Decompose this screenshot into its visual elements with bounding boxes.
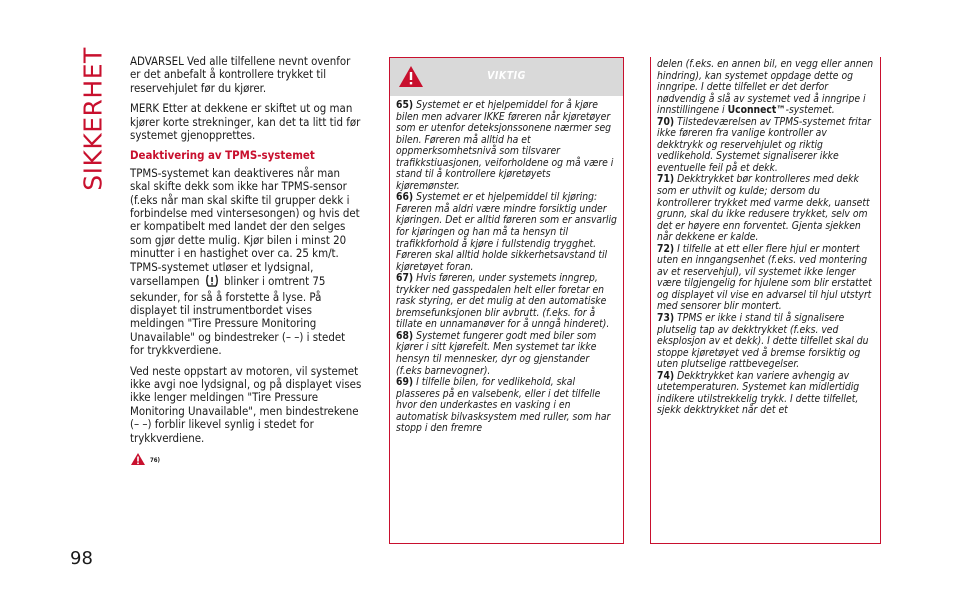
note-text: Systemet er et hjelpemiddel til kjøring: Føreren må aldri være mindre forsiktig under kjøringen. Det er alltid føreren som er ansvarlig for kjøringen og han må ta hensyn til trafikkforhold å kjøre i fullstendig trygghet. Føreren skal alltid holde sikkerhetsavstand til kjøretøyet foran. [396,191,617,273]
continued-text-b: -systemet. [785,104,835,117]
tire-pressure-icon [205,274,219,290]
note-68 [396,331,617,377]
note-71 [657,174,874,243]
advarsel-paragraph: ADVARSEL Ved alle tilfellene nevnt ovenfor er det anbefalt å kontrollere trykket til reservehjulet før du kjører. [130,54,351,95]
page-number: 98 [70,548,93,569]
continued-text-a: delen (f.eks. en annen bil, en vegg eller annen hindring), kan systemet oppdage dette og inngripe. I dette tilfellet er det derfor nødvendig å slå av systemet ved å inngripe i innstillingene i [657,58,874,117]
note-text: I tilfelle at ett eller flere hjul er montert uten en inngangsenhet (f.eks. ved montering av et reservehjul), vil systemet ikke lenger være tilgjengelig for hjulene som blir erstattet og displayet vil vise en advarsel til hjul utstyrt med sensorer blir montert. [657,242,872,313]
note-number: 65) [396,99,414,111]
warning-box-body [390,96,623,435]
merk-paragraph: MERK Etter at dekkene er skiftet ut og man kjører korte strekninger, kan det ta litt tid før systemet gjenopprettes. [130,101,361,143]
note-66 [396,192,617,273]
note-text: Systemet fungerer godt med biler som kjører i sitt kjørefelt. Men systemet tar ikke hensyn til mennesker, dyr og gjenstander (f.eks barnevogner). [396,329,597,377]
note-74 [657,371,874,417]
note-number: 73) [657,312,675,325]
note-67 [396,273,617,331]
reference-number: 76) [150,456,160,464]
note-text: TPMS er ikke i stand til å signalisere plutselig tap av dekktrykket (f.eks. ved eksplosjon av et dekk). I dette tilfellet skal du stoppe kjøretøyet ved å bremse forsiktig og uten plutselige rattbevegelser. [657,312,869,371]
restart-paragraph: Ved neste oppstart av motoren, vil systemet ikke avgi noe lydsignal, og på displayet vises ikke lenger meldingen "Tire Pressure Monitoring Unavailable", men bindestrekene (– –) forblir likevel synlig i stedet for trykkverdiene. [130,363,362,445]
deactivation-heading: Deaktivering av TPMS-systemet [130,148,315,163]
note-text: Systemet er et hjelpemiddel for å kjøre bilen men advarer IKKE føreren når kjøretøyer som er utenfor deteksjonssonene nærmer seg bilen. Føreren må alltid ha et oppmerksomhetsnivå som tilsvarer trafikkstiuasjonen, veiforholdene og må være i stand til å kontrollere kjøretøyets kjøremønster. [396,99,614,192]
note-text: Dekktrykket kan variere avhengig av utetemperaturen. Systemet kan midlertidig indikere utilstrekkelig trykk. I dette tilfellet, sjekk dekktrykket når det et [657,369,860,417]
deactivation-text-b: blinker i omtrent 75 sekunder, for så å forstette å lyse. På displayet til instrumentbordet vises meldingen "Tire Pressure Monitoring Unavailable" og bindestreker (– –) i stedet for trykkverdiene. [130,274,346,358]
note-70 [657,117,874,175]
note-65 [396,100,617,192]
left-column [130,55,362,469]
warning-box [389,57,624,544]
note-number: 72) [657,242,675,255]
note-text: Dekktrykket bør kontrolleres med dekk som er uthvilt og kulde; dersom du kontrollerer trykket med varme dekk, uansett grunn, skal du ikke redusere trykket, selv om det er høyere enn forventet. Gjenta sjekken når dekkene er kalde. [657,173,870,244]
note-number: 71) [657,173,675,186]
warning-triangle-icon [130,452,146,469]
section-title-text: SIKKERHET [78,47,108,191]
note-number: 74) [657,369,675,382]
note-text: I tilfelle bilen, for vedlikehold, skal plasseres på en valsebenk, eller i det tilfelle hvor den underkastes en vasking i en automatisk bilvasksystem med ruller, som har stopp i den fremre [396,376,611,435]
warning-box-header [390,58,623,96]
continued-note [657,59,874,117]
warning-reference [130,452,362,469]
note-number: 70) [657,115,675,128]
section-title [68,47,118,191]
note-72 [657,244,874,313]
continuation-box-body [651,57,880,417]
note-number: 66) [396,191,414,204]
warning-box-title: VIKTIG [487,70,526,82]
deactivation-paragraph [130,167,362,358]
note-text: Tilstedeværelsen av TPMS-systemet fritar ikke føreren fra vanlige kontroller av dekktrykk og reservehjulet og riktig vedlikehold. Systemet signaliserer ikke eventuelle feil på et dekk. [657,115,871,174]
note-number: 69) [396,376,414,389]
uconnect-brand: Uconnect™ [727,104,786,117]
continuation-box [650,57,881,544]
note-73 [657,313,874,371]
note-text: Hvis føreren, under systemets inngrep, trykker ned gasspedalen helt eller foretar en rask styring, er det mulig at den automatiske bremsefunksjonen blir avbrutt. (f.eks. for å tillate en unnamanøver for å unngå hinderet). [396,272,610,331]
note-number: 68) [396,329,414,342]
note-number: 67) [396,272,414,285]
deactivation-text-a: TPMS-systemet kan deaktiveres når man skal skifte dekk som ikke har TPMS-sensor (f.eks når man skal skifte til grupper dekk i forbindelse med vintersesongen) og hvis det er kompatibelt med landet der den selges som gjør dette mulig. Kjør bilen i minst 20 minutter i en hastighet over ca. 25 km/t. TPMS-systemet utløser et lydsignal, varsellampen [130,165,360,289]
note-69 [396,377,617,435]
